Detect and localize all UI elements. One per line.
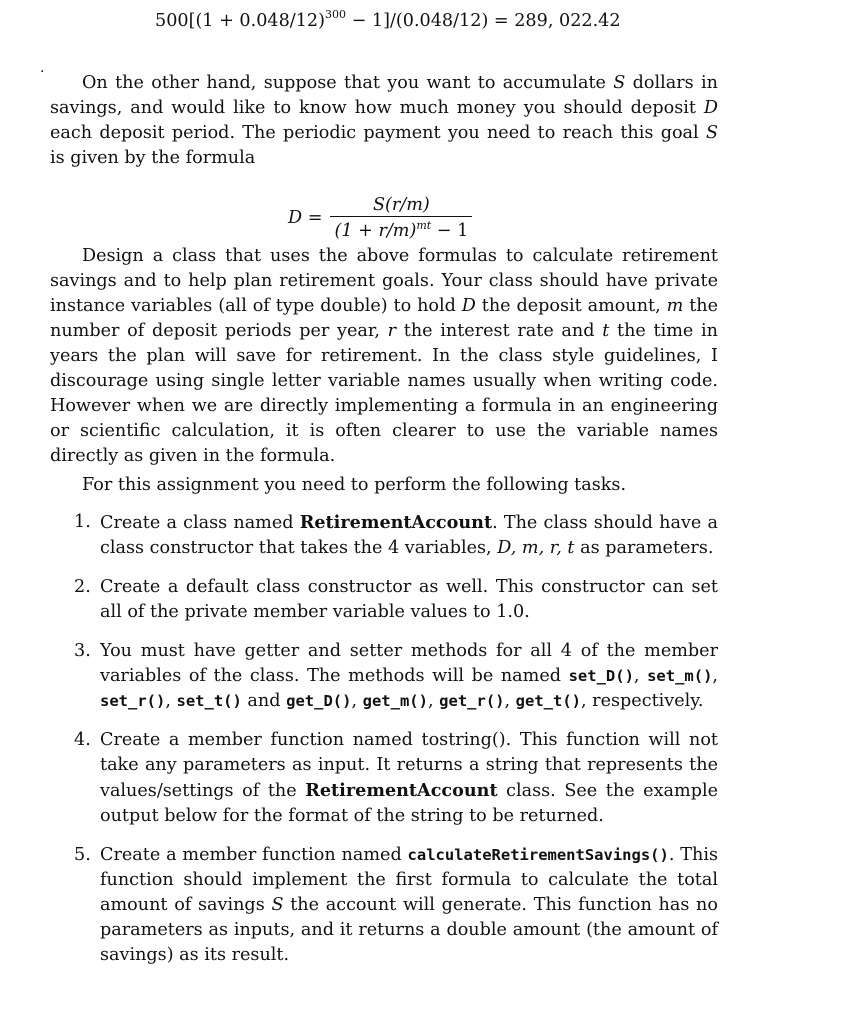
var-t: t (602, 321, 610, 341)
formula-fraction (330, 195, 472, 241)
text: Create a member function named (100, 845, 408, 865)
text: On the other hand, suppose that you want to accumulate (82, 73, 614, 93)
method-name: set_D() (568, 667, 634, 685)
formula-lhs: D = (288, 208, 323, 228)
text: class. See the example output below for the format of the string to be returned. (100, 781, 718, 826)
task-number: 4. (74, 730, 91, 750)
list-item (74, 728, 718, 829)
text: . The class should have a class constructor that takes the 4 variables, (100, 513, 718, 558)
text: Create a class named (100, 513, 300, 533)
text: the interest rate and (396, 321, 603, 341)
list-item (74, 843, 718, 968)
text: Design a class that uses the above formulas to calculate retirement savings and to help plan retirement goals. Your class should have private instance variables (all of type double) to hold (50, 246, 718, 316)
paragraph-class-design (50, 244, 718, 469)
text: dollars in savings, and would like to know how much money you should deposit (50, 73, 718, 118)
paragraph-tasks-intro: For this assignment you need to perform the following tasks. (82, 475, 627, 495)
var-d: D (461, 296, 476, 316)
text: is given by the formula (50, 148, 256, 168)
task-number: 5. (74, 845, 91, 865)
text: the account will generate. This function has no parameters as inputs, and it returns a double amount (the amount of savings) as its result. (100, 895, 718, 965)
method-name: set_r() (100, 692, 166, 710)
text: Create a default class constructor as well. This constructor can set all of the private member variable values to 1.0. (100, 577, 718, 622)
method-name: get_m() (362, 692, 428, 710)
class-name: RetirementAccount (305, 780, 498, 801)
method-name: get_r() (439, 692, 505, 710)
method-name: calculateRetirementSavings() (407, 846, 669, 864)
formula-denominator (330, 216, 472, 241)
top-equation-exponent: 300 (324, 8, 346, 21)
method-name: set_t() (176, 692, 242, 710)
var-list: D, m, r, t (497, 538, 575, 558)
method-name: get_D() (286, 692, 352, 710)
text: the number of deposit periods per year, (50, 296, 719, 341)
method-name: get_t() (515, 692, 581, 710)
text: each deposit period. The periodic payment you need to reach this goal (50, 123, 706, 143)
text: Create a member function named tostring(). This function will not take any parameters as input. It returns a string that represents the values/settings of the (100, 730, 718, 801)
text: . This function should implement the first formula to calculate the total amount of savings (100, 845, 718, 915)
var-s: S (271, 895, 284, 915)
var-d: D (703, 98, 718, 118)
list-item (74, 575, 718, 625)
text: as parameters. (574, 538, 714, 558)
var-s: S (613, 73, 626, 93)
denominator-exponent: mt (416, 219, 432, 232)
text: You must have getter and setter methods for all 4 of the member variables of the class. The methods will be named (100, 641, 718, 686)
class-name: RetirementAccount (299, 512, 493, 533)
list-item (74, 510, 718, 561)
text: , respectively. (581, 691, 704, 711)
paragraph-savings-goal (50, 71, 718, 171)
stray-mark: . (40, 60, 45, 76)
var-s: S (705, 123, 718, 143)
list-item: 3. You must have getter and setter methods for all 4 of the member variables of the class. The methods will be named set_D(), set_m(), set_r(), set_t() and get_D(), get_m(), get_r(), get_t(), respectively. (74, 641, 719, 711)
task-number: 1. (74, 512, 91, 532)
text: the time in years the plan will save for retirement. In the class style guidelines, I discourage using single letter variable names usually when writing code. However when we are directly implementing a formula in an engineering or scientific calculation, it is often clearer to use the variable names directly as given in the formula. (50, 321, 718, 466)
text: and (241, 691, 287, 711)
var-m: m (666, 296, 684, 316)
task-number: 3. (74, 641, 91, 661)
denominator-tail: − 1 (431, 221, 469, 241)
method-name: set_m() (647, 667, 713, 685)
top-equation-suffix: − 1]/(0.048/12) = 289, 022.42 (345, 11, 621, 31)
formula-numerator: S(r/m) (372, 195, 430, 215)
task-number: 2. (74, 577, 91, 597)
top-equation (155, 8, 621, 31)
top-equation-prefix: 500[(1 + 0.048/12) (155, 11, 325, 31)
task-list (74, 510, 718, 982)
payment-formula (288, 195, 472, 241)
text: the deposit amount, (475, 296, 667, 316)
denominator-base: (1 + r/m) (334, 221, 417, 241)
var-r: r (387, 321, 397, 341)
